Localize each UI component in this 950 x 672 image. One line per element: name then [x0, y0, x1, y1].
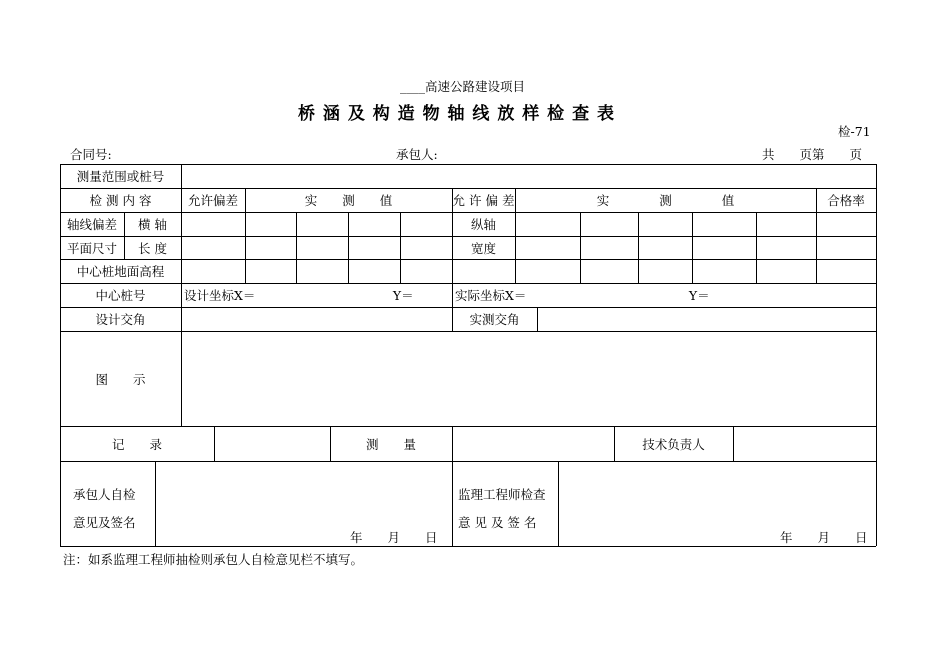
record-label: 记 录: [111, 436, 162, 452]
measured-value-label-right: 实 测 值: [596, 193, 735, 208]
length-label: 长 度: [138, 240, 167, 256]
width-label: 宽度: [471, 240, 497, 256]
project-name-text: 高速公路建设项目: [425, 79, 526, 94]
contractor-self-check-line1: 承包人自检: [73, 487, 136, 502]
center-ground-elevation-label: 中心桩地面高程: [76, 264, 165, 279]
footnote: 注：如系监理工程师抽检则承包人自检意见栏不填写。: [63, 552, 364, 567]
survey-range-label: 测量范围或桩号: [76, 169, 165, 184]
survey-range-field[interactable]: [182, 165, 875, 187]
date-right: 年 月 日: [780, 530, 868, 545]
allow-deviation-label-left: 允许偏差: [187, 193, 238, 208]
plane-size-label: 平面尺寸: [66, 240, 117, 256]
contractor-self-check-line2: 意见及签名: [73, 515, 136, 530]
horizontal-axis-label: 横 轴: [138, 217, 167, 232]
center-pile-label: 中心桩号: [95, 288, 146, 303]
survey-label: 测 量: [365, 436, 416, 452]
contractor-label: 承包人:: [396, 147, 438, 162]
form-code: 检-71: [838, 124, 871, 139]
pass-rate-label: 合格率: [827, 193, 865, 208]
date-left: 年 月 日: [350, 530, 438, 545]
axis-deviation-label: 轴线偏差: [66, 217, 117, 232]
design-coordinate-field: 设计坐标X＝ Y＝: [184, 288, 414, 303]
actual-coordinate-field: 实际坐标X＝ Y＝: [455, 288, 710, 303]
measured-angle-label: 实测交角: [469, 312, 520, 327]
tech-leader-label: 技术负责人: [642, 436, 705, 452]
vertical-axis-label: 纵轴: [471, 217, 497, 232]
page-title: 桥 涵 及 构 造 物 轴 线 放 样 检 查 表: [298, 104, 616, 124]
diagram-label: 图 示: [95, 371, 146, 387]
project-name-blank: ____: [400, 79, 425, 94]
supervisor-check-line2: 意 见 及 签 名: [458, 515, 537, 530]
inspect-content-label: 检 测 内 容: [89, 193, 152, 208]
contractor-self-check-label: [73, 481, 136, 537]
supervisor-check-line1: 监理工程师检查: [458, 487, 546, 502]
design-angle-label: 设计交角: [95, 312, 146, 327]
project-name: [400, 79, 525, 95]
page-label: 共 页第 页: [762, 147, 863, 162]
measured-value-label-left: 实 测 值: [304, 193, 393, 208]
contract-label: 合同号:: [70, 147, 112, 162]
supervisor-check-label: [458, 481, 546, 537]
allow-deviation-label-right: 允 许 偏 差: [452, 193, 515, 208]
diagram-area[interactable]: [182, 332, 875, 425]
